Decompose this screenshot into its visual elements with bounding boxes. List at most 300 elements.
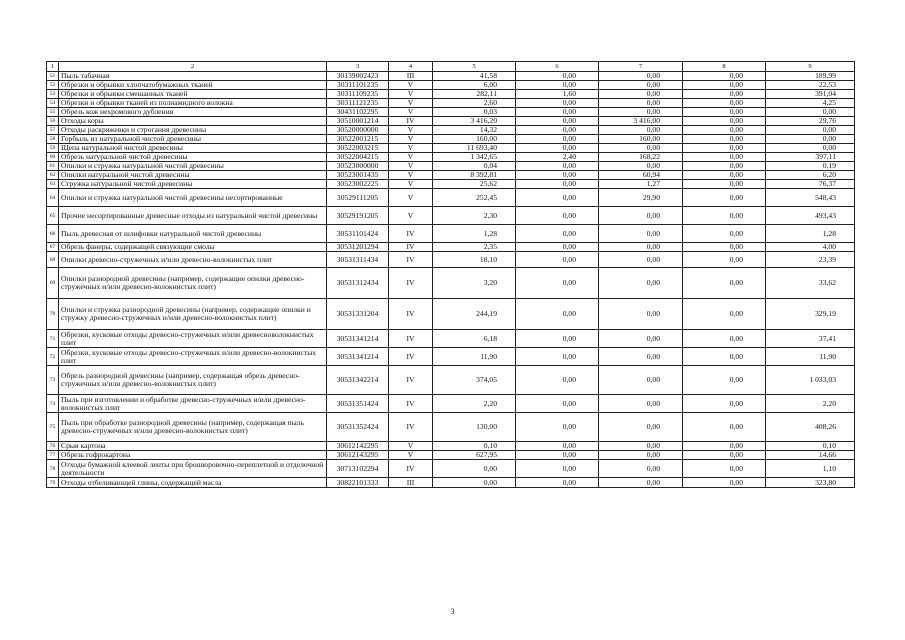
fkko-code: 30531311434 xyxy=(327,252,389,268)
column-header: 5 xyxy=(433,62,516,72)
value-col-8: 0,00 xyxy=(683,108,766,117)
table-header-row xyxy=(47,62,855,72)
value-col-6: 0,00 xyxy=(516,243,599,252)
waste-table-sheet xyxy=(46,61,854,488)
table-row xyxy=(47,153,855,162)
waste-name: Пыль при изготовлении и обработке древесно-стружечных и/или древесно-волокнистых плит xyxy=(59,395,327,413)
value-col-7: 0,00 xyxy=(599,207,683,225)
value-col-8: 0,00 xyxy=(683,366,766,395)
value-col-8: 0,00 xyxy=(683,330,766,348)
waste-name: Пыль табачная xyxy=(59,72,327,81)
row-number: 53 xyxy=(47,90,59,99)
waste-name: Пыль древесная от шлифовки натуральной чистой древесины xyxy=(59,225,327,243)
waste-name: Стружка натуральной чистой древесины xyxy=(59,180,327,189)
table-row xyxy=(47,460,855,478)
value-col-5: 627,95 xyxy=(433,451,516,460)
hazard-class: V xyxy=(389,81,433,90)
column-header: 1 xyxy=(47,62,59,72)
value-col-8: 0,00 xyxy=(683,243,766,252)
value-col-8: 0,00 xyxy=(683,478,766,488)
fkko-code: 30522003215 xyxy=(327,144,389,153)
column-header: 7 xyxy=(599,62,683,72)
row-number: 57 xyxy=(47,126,59,135)
value-col-8: 0,00 xyxy=(683,126,766,135)
waste-name: Обрезь гофрокартона xyxy=(59,451,327,460)
value-col-6: 0,00 xyxy=(516,451,599,460)
hazard-class: V xyxy=(389,451,433,460)
value-col-9: 493,43 xyxy=(766,207,855,225)
value-col-5: 11,90 xyxy=(433,348,516,366)
value-col-7: 0,00 xyxy=(599,442,683,451)
column-header: 2 xyxy=(59,62,327,72)
value-col-9: 1,28 xyxy=(766,225,855,243)
table-row xyxy=(47,478,855,488)
row-number: 61 xyxy=(47,162,59,171)
value-col-5: 6,18 xyxy=(433,330,516,348)
value-col-6: 0,00 xyxy=(516,207,599,225)
value-col-7: 0,00 xyxy=(599,460,683,478)
value-col-9: 329,19 xyxy=(766,299,855,330)
table-body xyxy=(47,72,855,488)
value-col-9: 76,37 xyxy=(766,180,855,189)
value-col-5: 11 693,40 xyxy=(433,144,516,153)
value-col-5: 130,00 xyxy=(433,413,516,442)
fkko-code: 30139002423 xyxy=(327,72,389,81)
waste-name: Опилки и стружка натуральной чистой древесины несортированные xyxy=(59,189,327,207)
value-col-7: 0,00 xyxy=(599,243,683,252)
value-col-6: 0,00 xyxy=(516,225,599,243)
table-row xyxy=(47,180,855,189)
value-col-6: 1,60 xyxy=(516,90,599,99)
fkko-code: 30523001435 xyxy=(327,171,389,180)
waste-name: Обрезки, кусковые отходы древесно-стружечных и/или древесноволокнистых плит xyxy=(59,330,327,348)
row-number: 69 xyxy=(47,268,59,299)
value-col-9: 0,00 xyxy=(766,108,855,117)
table-row xyxy=(47,299,855,330)
value-col-6: 0,00 xyxy=(516,189,599,207)
value-col-6: 0,00 xyxy=(516,268,599,299)
waste-name: Отходы отбеливающей глины, содержащей масла xyxy=(59,478,327,488)
value-col-9: 1,10 xyxy=(766,460,855,478)
row-number: 62 xyxy=(47,171,59,180)
hazard-class: IV xyxy=(389,117,433,126)
fkko-code: 30531201294 xyxy=(327,243,389,252)
value-col-9: 0,00 xyxy=(766,126,855,135)
value-col-9: 0,10 xyxy=(766,442,855,451)
value-col-5: 282,11 xyxy=(433,90,516,99)
fkko-code: 30531101424 xyxy=(327,225,389,243)
value-col-6: 0,00 xyxy=(516,395,599,413)
waste-name: Обрезь кож нехромового дубления xyxy=(59,108,327,117)
table-row xyxy=(47,171,855,180)
value-col-5: 41,58 xyxy=(433,72,516,81)
table-row xyxy=(47,413,855,442)
hazard-class: IV xyxy=(389,252,433,268)
row-number: 51 xyxy=(47,72,59,81)
value-col-5: 0,00 xyxy=(433,478,516,488)
fkko-code: 30531341214 xyxy=(327,348,389,366)
value-col-5: 160,00 xyxy=(433,135,516,144)
value-col-5: 18,10 xyxy=(433,252,516,268)
hazard-class: III xyxy=(389,72,433,81)
row-number: 75 xyxy=(47,413,59,442)
row-number: 72 xyxy=(47,348,59,366)
value-col-5: 0,00 xyxy=(433,460,516,478)
waste-name: Опилки и стружка натуральной чистой древесины xyxy=(59,162,327,171)
value-col-8: 0,00 xyxy=(683,299,766,330)
value-col-8: 0,00 xyxy=(683,171,766,180)
value-col-7: 0,00 xyxy=(599,268,683,299)
row-number: 64 xyxy=(47,189,59,207)
fkko-code: 30531342214 xyxy=(327,366,389,395)
hazard-class: IV xyxy=(389,243,433,252)
hazard-class: V xyxy=(389,126,433,135)
value-col-6: 0,00 xyxy=(516,117,599,126)
row-number: 74 xyxy=(47,395,59,413)
fkko-code: 30431102295 xyxy=(327,108,389,117)
value-col-7: 0,00 xyxy=(599,108,683,117)
fkko-code: 30531341214 xyxy=(327,330,389,348)
table-row xyxy=(47,117,855,126)
value-col-8: 0,00 xyxy=(683,99,766,108)
hazard-class: V xyxy=(389,135,433,144)
value-col-9: 1 033,03 xyxy=(766,366,855,395)
value-col-5: 2,60 xyxy=(433,99,516,108)
table-row xyxy=(47,90,855,99)
waste-name: Обрезки, кусковые отходы древесно-стружечных и/или древесно-волокнистых плит xyxy=(59,348,327,366)
waste-name: Щепа натуральной чистой древесины xyxy=(59,144,327,153)
hazard-class: III xyxy=(389,478,433,488)
value-col-9: 408,26 xyxy=(766,413,855,442)
fkko-code: 30529111205 xyxy=(327,189,389,207)
value-col-6: 0,00 xyxy=(516,413,599,442)
table-row xyxy=(47,252,855,268)
value-col-6: 0,00 xyxy=(516,442,599,451)
value-col-7: 0,00 xyxy=(599,99,683,108)
hazard-class: IV xyxy=(389,348,433,366)
value-col-7: 0,00 xyxy=(599,348,683,366)
value-col-9: 2,20 xyxy=(766,395,855,413)
fkko-code: 30522001215 xyxy=(327,135,389,144)
row-number: 54 xyxy=(47,99,59,108)
hazard-class: IV xyxy=(389,413,433,442)
value-col-5: 2,20 xyxy=(433,395,516,413)
waste-name: Обрезки и обрывки тканей из полиамидного волокна xyxy=(59,99,327,108)
hazard-class: IV xyxy=(389,460,433,478)
value-col-5: 1,28 xyxy=(433,225,516,243)
value-col-6: 0,00 xyxy=(516,460,599,478)
value-col-8: 0,00 xyxy=(683,90,766,99)
value-col-9: 548,43 xyxy=(766,189,855,207)
column-header: 8 xyxy=(683,62,766,72)
value-col-5: 1 342,65 xyxy=(433,153,516,162)
row-number: 58 xyxy=(47,135,59,144)
table-row xyxy=(47,126,855,135)
value-col-5: 25,62 xyxy=(433,180,516,189)
value-col-8: 0,00 xyxy=(683,144,766,153)
table-row xyxy=(47,348,855,366)
column-header: 9 xyxy=(766,62,855,72)
value-col-9: 391,04 xyxy=(766,90,855,99)
waste-name: Прочие несортированные древесные отходы из натуральной чистой древесины xyxy=(59,207,327,225)
row-number: 73 xyxy=(47,366,59,395)
fkko-code: 30529191205 xyxy=(327,207,389,225)
value-col-6: 0,00 xyxy=(516,144,599,153)
hazard-class: IV xyxy=(389,330,433,348)
value-col-9: 23,39 xyxy=(766,252,855,268)
table-row xyxy=(47,189,855,207)
fkko-code: 30713102294 xyxy=(327,460,389,478)
value-col-8: 0,00 xyxy=(683,395,766,413)
value-col-5: 0,03 xyxy=(433,108,516,117)
value-col-5: 0,04 xyxy=(433,162,516,171)
fkko-code: 30510001214 xyxy=(327,117,389,126)
value-col-7: 0,00 xyxy=(599,126,683,135)
table-row xyxy=(47,451,855,460)
row-number: 65 xyxy=(47,207,59,225)
value-col-9: 33,62 xyxy=(766,268,855,299)
table-row xyxy=(47,72,855,81)
row-number: 77 xyxy=(47,451,59,460)
row-number: 56 xyxy=(47,117,59,126)
value-col-6: 0,00 xyxy=(516,252,599,268)
value-col-5: 3,20 xyxy=(433,268,516,299)
table-row xyxy=(47,207,855,225)
value-col-9: 323,80 xyxy=(766,478,855,488)
hazard-class: V xyxy=(389,99,433,108)
value-col-7: 0,00 xyxy=(599,144,683,153)
waste-name: Опилки и стружка разнородной древесины (например, содержащие опилки и стружку древесно-стружечных и/или древесно-волокнистых плит) xyxy=(59,299,327,330)
value-col-6: 0,00 xyxy=(516,99,599,108)
value-col-7: 0,00 xyxy=(599,478,683,488)
fkko-code: 30523002225 xyxy=(327,180,389,189)
table-row xyxy=(47,442,855,451)
value-col-5: 14,32 xyxy=(433,126,516,135)
table-row xyxy=(47,395,855,413)
column-header: 3 xyxy=(327,62,389,72)
value-col-8: 0,00 xyxy=(683,180,766,189)
fkko-code: 30612142295 xyxy=(327,442,389,451)
hazard-class: IV xyxy=(389,225,433,243)
value-col-6: 0,00 xyxy=(516,135,599,144)
fkko-code: 30531351424 xyxy=(327,395,389,413)
value-col-9: 14,66 xyxy=(766,451,855,460)
waste-name: Опилки разнородной древесины (например, содержащие опилки древесно-стружечных и/или древесно-волокнистых плит) xyxy=(59,268,327,299)
hazard-class: IV xyxy=(389,299,433,330)
fkko-code: 30531312434 xyxy=(327,268,389,299)
hazard-class: V xyxy=(389,144,433,153)
table-row xyxy=(47,225,855,243)
hazard-class: IV xyxy=(389,268,433,299)
value-col-7: 0,00 xyxy=(599,81,683,90)
value-col-5: 252,45 xyxy=(433,189,516,207)
value-col-5: 374,05 xyxy=(433,366,516,395)
value-col-5: 8 392,81 xyxy=(433,171,516,180)
column-header: 6 xyxy=(516,62,599,72)
fkko-code: 30612143295 xyxy=(327,451,389,460)
value-col-7: 0,00 xyxy=(599,72,683,81)
value-col-7: 0,00 xyxy=(599,451,683,460)
value-col-7: 0,00 xyxy=(599,252,683,268)
value-col-8: 0,00 xyxy=(683,81,766,90)
table-row xyxy=(47,99,855,108)
waste-name: Отходы раскряжевки и строгания древесины xyxy=(59,126,327,135)
waste-name: Обрезки и обрывки хлопчатобумажных тканей xyxy=(59,81,327,90)
value-col-8: 0,00 xyxy=(683,189,766,207)
value-col-6: 2,40 xyxy=(516,153,599,162)
hazard-class: V xyxy=(389,108,433,117)
value-col-8: 0,00 xyxy=(683,162,766,171)
value-col-5: 2,35 xyxy=(433,243,516,252)
fkko-code: 30523000000 xyxy=(327,162,389,171)
value-col-8: 0,00 xyxy=(683,153,766,162)
waste-name: Опилки древесно-стружечных и/или древесно-волокнистых плит xyxy=(59,252,327,268)
table-row xyxy=(47,268,855,299)
hazard-class: V xyxy=(389,171,433,180)
value-col-8: 0,00 xyxy=(683,207,766,225)
value-col-5: 3 416,20 xyxy=(433,117,516,126)
value-col-5: 244,19 xyxy=(433,299,516,330)
value-col-5: 6,00 xyxy=(433,81,516,90)
row-number: 71 xyxy=(47,330,59,348)
value-col-5: 2,30 xyxy=(433,207,516,225)
value-col-6: 0,00 xyxy=(516,330,599,348)
value-col-7: 29,90 xyxy=(599,189,683,207)
value-col-8: 0,00 xyxy=(683,413,766,442)
value-col-8: 0,00 xyxy=(683,268,766,299)
row-number: 70 xyxy=(47,299,59,330)
waste-name: Обрезь фанеры, содержащей связующие смолы xyxy=(59,243,327,252)
value-col-8: 0,00 xyxy=(683,135,766,144)
value-col-8: 0,00 xyxy=(683,451,766,460)
hazard-class: V xyxy=(389,189,433,207)
value-col-7: 0,00 xyxy=(599,413,683,442)
hazard-class: V xyxy=(389,162,433,171)
value-col-6: 0,00 xyxy=(516,348,599,366)
value-col-9: 0,19 xyxy=(766,162,855,171)
fkko-code: 30531352424 xyxy=(327,413,389,442)
table-row xyxy=(47,135,855,144)
value-col-8: 0,00 xyxy=(683,117,766,126)
waste-name: Срыв картона xyxy=(59,442,327,451)
value-col-8: 0,00 xyxy=(683,225,766,243)
value-col-7: 0,00 xyxy=(599,395,683,413)
value-col-9: 11,90 xyxy=(766,348,855,366)
value-col-9: 22,53 xyxy=(766,81,855,90)
row-number: 60 xyxy=(47,153,59,162)
value-col-9: 4,25 xyxy=(766,99,855,108)
value-col-7: 168,22 xyxy=(599,153,683,162)
value-col-9: 4,00 xyxy=(766,243,855,252)
value-col-8: 0,00 xyxy=(683,348,766,366)
row-number: 68 xyxy=(47,252,59,268)
hazard-class: IV xyxy=(389,395,433,413)
fkko-code: 30531331204 xyxy=(327,299,389,330)
value-col-6: 0,00 xyxy=(516,366,599,395)
hazard-class: V xyxy=(389,153,433,162)
value-col-6: 0,00 xyxy=(516,72,599,81)
value-col-8: 0,00 xyxy=(683,460,766,478)
value-col-9: 397,11 xyxy=(766,153,855,162)
row-number: 67 xyxy=(47,243,59,252)
value-col-8: 0,00 xyxy=(683,442,766,451)
waste-name: Пыль при обработке разнородной древесины (например, содержащая пыль древесно-стружечных и/или древесно-волокнистых плит) xyxy=(59,413,327,442)
value-col-7: 0,00 xyxy=(599,330,683,348)
row-number: 59 xyxy=(47,144,59,153)
waste-table xyxy=(46,61,855,488)
row-number: 63 xyxy=(47,180,59,189)
value-col-6: 0,00 xyxy=(516,171,599,180)
value-col-7: 0,00 xyxy=(599,162,683,171)
value-col-6: 0,00 xyxy=(516,162,599,171)
table-row xyxy=(47,108,855,117)
row-number: 78 xyxy=(47,460,59,478)
waste-name: Обрезь натуральной чистой древесины xyxy=(59,153,327,162)
waste-name: Обрезь разнородной древесины (например, содержащая обрезь древесно-стружечных и/или древесно-волокнистых плит) xyxy=(59,366,327,395)
value-col-6: 0,00 xyxy=(516,299,599,330)
row-number: 76 xyxy=(47,442,59,451)
waste-name: Обрезки и обрывки смешанных тканей xyxy=(59,90,327,99)
value-col-9: 29,76 xyxy=(766,117,855,126)
value-col-7: 0,00 xyxy=(599,90,683,99)
hazard-class: V xyxy=(389,207,433,225)
value-col-7: 60,94 xyxy=(599,171,683,180)
waste-name: Горбыль из натуральной чистой древесины xyxy=(59,135,327,144)
value-col-8: 0,00 xyxy=(683,252,766,268)
value-col-7: 0,00 xyxy=(599,299,683,330)
waste-name: Отходы бумажной клеевой ленты при брошюровочно-переплетной и отделочной деятельности xyxy=(59,460,327,478)
column-header: 4 xyxy=(389,62,433,72)
value-col-6: 0,00 xyxy=(516,180,599,189)
value-col-7: 1,27 xyxy=(599,180,683,189)
value-col-9: 37,41 xyxy=(766,330,855,348)
table-row xyxy=(47,144,855,153)
waste-name: Отходы коры xyxy=(59,117,327,126)
row-number: 55 xyxy=(47,108,59,117)
fkko-code: 30311121235 xyxy=(327,99,389,108)
row-number: 52 xyxy=(47,81,59,90)
hazard-class: IV xyxy=(389,366,433,395)
fkko-code: 30822101333 xyxy=(327,478,389,488)
fkko-code: 30311101235 xyxy=(327,81,389,90)
hazard-class: V xyxy=(389,442,433,451)
page-number: 3 xyxy=(450,607,455,616)
value-col-9: 0,00 xyxy=(766,144,855,153)
value-col-6: 0,00 xyxy=(516,126,599,135)
fkko-code: 30522004215 xyxy=(327,153,389,162)
value-col-6: 0,00 xyxy=(516,478,599,488)
value-col-5: 0,10 xyxy=(433,442,516,451)
value-col-9: 0,00 xyxy=(766,135,855,144)
value-col-7: 0,00 xyxy=(599,225,683,243)
table-row xyxy=(47,162,855,171)
waste-name: Опилки натуральной чистой древесины xyxy=(59,171,327,180)
value-col-7: 160,00 xyxy=(599,135,683,144)
fkko-code: 30311109235 xyxy=(327,90,389,99)
value-col-8: 0,00 xyxy=(683,72,766,81)
table-row xyxy=(47,366,855,395)
value-col-6: 0,00 xyxy=(516,81,599,90)
table-row xyxy=(47,81,855,90)
hazard-class: V xyxy=(389,180,433,189)
value-col-9: 6,20 xyxy=(766,171,855,180)
hazard-class: V xyxy=(389,90,433,99)
value-col-7: 0,00 xyxy=(599,366,683,395)
table-row xyxy=(47,243,855,252)
value-col-9: 189,99 xyxy=(766,72,855,81)
row-number: 79 xyxy=(47,478,59,488)
fkko-code: 30520000000 xyxy=(327,126,389,135)
